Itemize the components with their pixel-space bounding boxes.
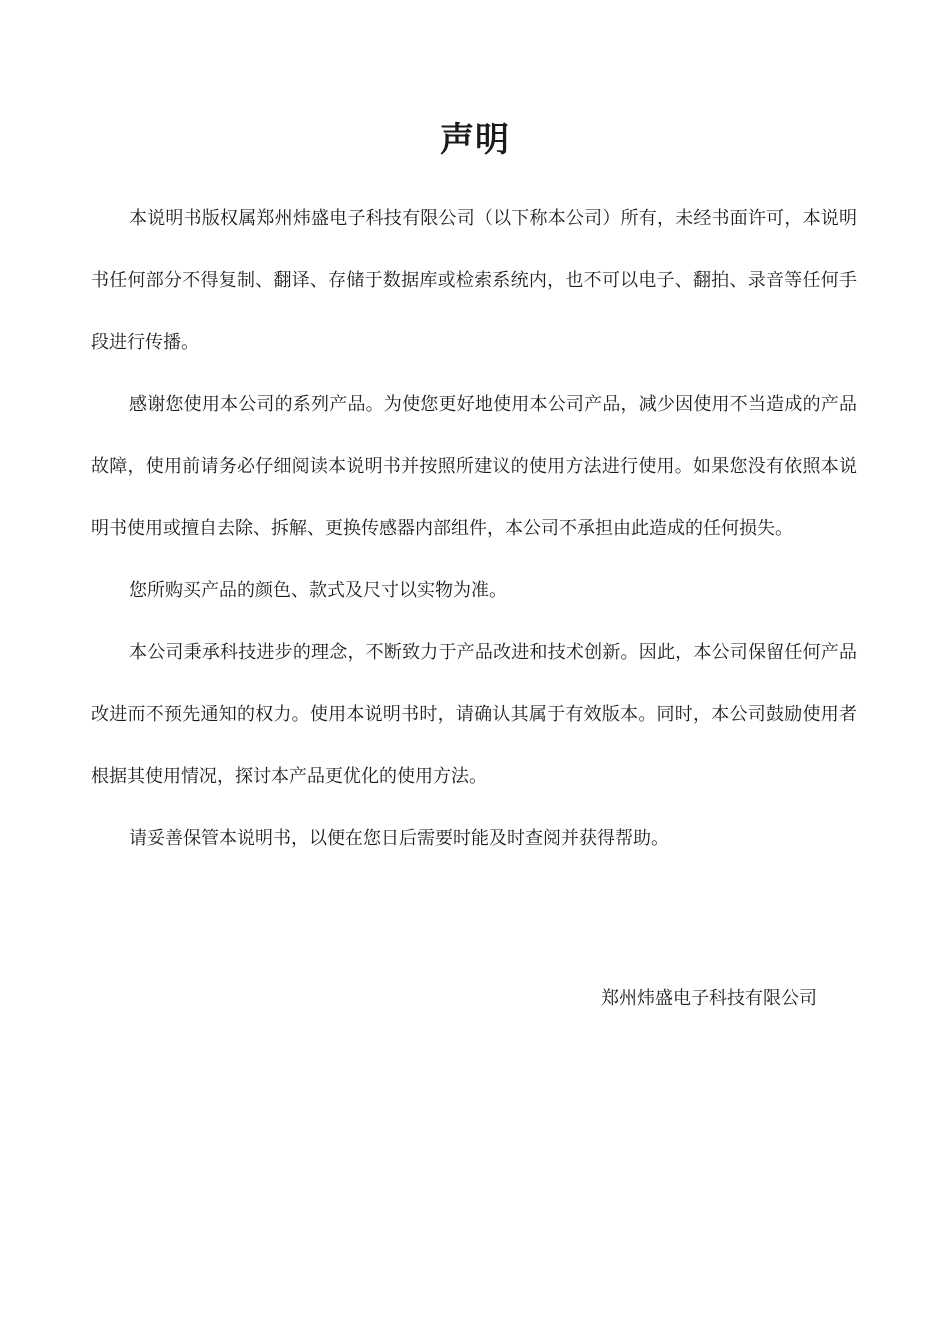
paragraph-improvement: 本公司秉承科技进步的理念，不断致力于产品改进和技术创新。因此，本公司保留任何产品改进而不预先通知的权力。使用本说明书时，请确认其属于有效版本。同时，本公司鼓励使用者根据其使用情况，探讨本产品更优化的使用方法。 xyxy=(91,642,857,787)
company-signature: 郑州炜盛电子科技有限公司 xyxy=(601,988,817,1009)
statement-body xyxy=(91,188,857,870)
paragraph-copyright: 本说明书版权属郑州炜盛电子科技有限公司（以下称本公司）所有，未经书面许可，本说明书任何部分不得复制、翻译、存储于数据库或检索系统内，也不可以电子、翻拍、录音等任何手段进行传播。 xyxy=(91,208,857,353)
paragraph-appearance: 您所购买产品的颜色、款式及尺寸以实物为准。 xyxy=(129,580,507,601)
paragraph-keep-manual: 请妥善保管本说明书，以便在您日后需要时能及时查阅并获得帮助。 xyxy=(129,828,669,849)
paragraph-usage-notice: 感谢您使用本公司的系列产品。为使您更好地使用本公司产品，减少因使用不当造成的产品故障，使用前请务必仔细阅读本说明书并按照所建议的使用方法进行使用。如果您没有依照本说明书使用或擅自去除、拆解、更换传感器内部组件，本公司不承担由此造成的任何损失。 xyxy=(91,394,857,539)
page-title: 声明 xyxy=(440,120,510,160)
